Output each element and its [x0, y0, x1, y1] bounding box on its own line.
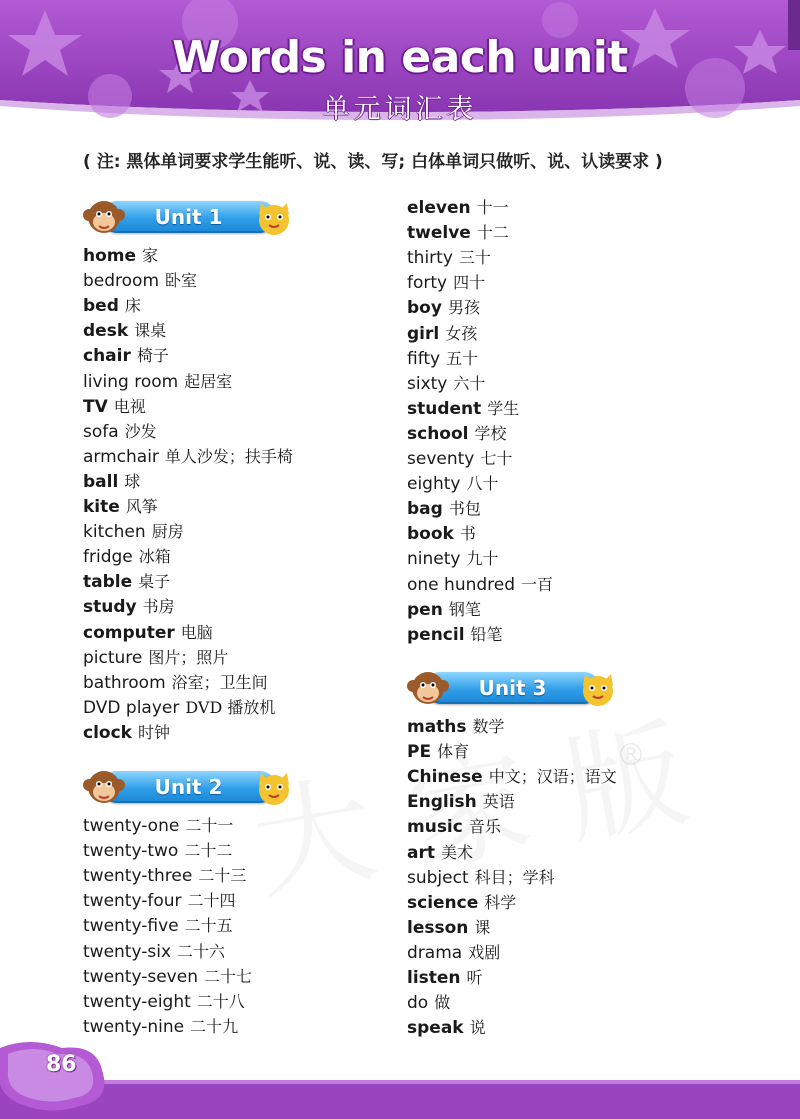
vocab-chinese: 七十	[480, 449, 513, 468]
vocab-chinese: 戏剧	[468, 942, 501, 962]
vocab-chinese: 四十	[453, 273, 486, 293]
vocab-chinese: 二十四	[187, 891, 236, 911]
monkey-icon	[407, 666, 449, 712]
vocab-item	[83, 916, 233, 936]
vocab-english: ninety	[407, 549, 461, 570]
vocab-item	[407, 223, 509, 243]
vocab-item	[83, 841, 232, 861]
vocab-english: DVD player	[83, 697, 180, 718]
vocab-chinese: 起居室	[184, 371, 233, 391]
vocab-item	[407, 893, 516, 913]
vocab-item	[407, 424, 507, 444]
vocab-item	[407, 767, 617, 787]
unit-2-label: Unit 2	[154, 775, 223, 799]
vocab-english: twenty-one	[83, 816, 180, 836]
cat-icon	[253, 195, 295, 241]
vocab-item	[407, 575, 553, 595]
vocab-chinese: 球	[124, 471, 141, 491]
vocab-chinese: 二十六	[177, 941, 226, 961]
vocab-item	[83, 372, 232, 392]
instruction-note: ( 注: 黑体单词要求学生能听、说、读、写; 白体单词只做听、说、认读要求 )	[83, 152, 663, 172]
monkey-icon	[83, 765, 125, 811]
vocab-english: thirty	[407, 248, 453, 269]
vocab-chinese: 九十	[466, 549, 499, 569]
vocab-english: armchair	[83, 446, 159, 467]
vocab-chinese: 三十	[458, 248, 491, 268]
vocab-english: twenty-nine	[83, 1016, 185, 1037]
vocab-item	[407, 298, 480, 318]
vocab-english: table	[83, 572, 133, 593]
vocab-english: listen	[407, 968, 461, 988]
vocab-english: maths	[407, 717, 467, 737]
vocab-item	[407, 524, 476, 544]
vocab-item	[83, 271, 197, 291]
vocab-item	[83, 673, 268, 693]
page-subtitle: 单元词汇表	[322, 94, 478, 125]
vocab-english: bag	[407, 499, 443, 520]
vocab-item	[407, 792, 515, 812]
vocab-item	[83, 891, 236, 911]
vocab-item	[407, 868, 555, 888]
vocab-item	[407, 248, 491, 268]
unit-3-header	[407, 666, 619, 712]
vocab-chinese: 说	[469, 1018, 486, 1038]
vocab-chinese: 电视	[113, 396, 146, 416]
vocab-chinese: 二十七	[203, 966, 252, 986]
vocab-item	[407, 549, 498, 569]
vocab-chinese: 铅笔	[470, 624, 503, 644]
vocab-item	[83, 346, 169, 366]
vocab-item	[407, 374, 485, 394]
vocab-chinese: 美术	[440, 842, 473, 862]
vocab-item	[407, 625, 503, 645]
vocab-item	[83, 572, 170, 592]
registered-mark: ®	[616, 738, 646, 773]
vocab-chinese: 书	[459, 524, 476, 544]
vocab-english: home	[83, 246, 137, 266]
vocab-chinese: 冰箱	[138, 547, 171, 567]
vocab-chinese: 二十一	[185, 816, 234, 835]
vocab-item	[407, 843, 473, 863]
vocab-item	[83, 597, 175, 617]
vocab-english: seventy	[407, 449, 475, 469]
vocab-chinese: 做	[434, 993, 451, 1013]
vocab-english: music	[407, 817, 463, 838]
vocab-item	[83, 522, 184, 542]
vocab-chinese: 五十	[446, 348, 479, 368]
vocab-english: ball	[83, 471, 119, 492]
vocab-chinese: 卧室	[165, 271, 198, 291]
vocab-english: pen	[407, 599, 443, 620]
vocab-item	[83, 422, 157, 442]
vocab-english: eighty	[407, 474, 461, 495]
vocab-english: sofa	[83, 421, 119, 442]
vocab-english: drama	[407, 942, 463, 963]
vocab-chinese: 男孩	[447, 298, 480, 318]
vocab-chinese: 电脑	[180, 622, 213, 642]
vocab-english: clock	[83, 722, 132, 743]
vocab-item	[407, 324, 477, 344]
vocab-chinese: 一百	[521, 574, 554, 594]
vocab-chinese: 时钟	[137, 722, 170, 742]
vocab-chinese: 书房	[142, 597, 175, 617]
vocab-english: TV	[83, 396, 108, 417]
vocab-item	[83, 397, 146, 417]
vocab-item	[83, 816, 233, 836]
monkey-icon	[83, 195, 125, 241]
vocab-item	[83, 246, 158, 266]
vocab-item	[83, 1017, 238, 1037]
vocab-chinese: DVD 播放机	[185, 697, 276, 717]
page-number: 86	[46, 1052, 77, 1077]
vocab-english: forty	[407, 273, 448, 294]
vocab-english: fifty	[407, 348, 441, 369]
cat-icon	[253, 765, 295, 811]
vocab-item	[83, 723, 170, 743]
vocab-chinese: 二十五	[184, 916, 233, 936]
vocab-chinese: 八十	[466, 474, 499, 494]
vocab-item	[407, 474, 499, 494]
vocab-chinese: 课桌	[134, 321, 167, 341]
vocab-item	[407, 968, 483, 988]
vocab-english: fridge	[83, 547, 133, 568]
vocab-chinese: 体育	[437, 742, 470, 762]
vocab-english: twelve	[407, 223, 471, 244]
vocab-item	[83, 648, 228, 668]
vocab-chinese: 二十九	[190, 1016, 239, 1036]
vocab-english: student	[407, 398, 482, 419]
vocab-item	[83, 942, 225, 962]
vocab-english: do	[407, 993, 429, 1014]
vocab-item	[83, 992, 245, 1012]
vocab-chinese: 听	[466, 968, 483, 987]
vocab-chinese: 钢笔	[448, 599, 481, 619]
vocab-english: twenty-six	[83, 941, 172, 962]
vocab-item	[83, 447, 293, 467]
page-title: Words in each unit	[172, 32, 628, 83]
vocab-english: book	[407, 524, 454, 545]
vocab-english: twenty-four	[83, 891, 182, 912]
footer-band	[0, 1040, 800, 1119]
vocab-english: kite	[83, 497, 120, 517]
vocab-english: twenty-seven	[83, 966, 198, 987]
vocab-english: pencil	[407, 624, 465, 645]
vocab-chinese: 桌子	[138, 572, 171, 592]
vocab-chinese: 六十	[453, 373, 486, 393]
vocab-english: subject	[407, 867, 469, 888]
vocab-chinese: 女孩	[445, 323, 478, 343]
vocab-item	[83, 296, 141, 316]
vocab-english: twenty-three	[83, 866, 193, 887]
vocab-english: picture	[83, 647, 143, 668]
vocab-english: kitchen	[83, 522, 146, 543]
vocab-item	[407, 499, 481, 519]
vocab-item	[407, 349, 478, 369]
vocab-chinese: 床	[124, 296, 141, 316]
vocab-chinese: 厨房	[151, 522, 184, 542]
vocab-chinese: 二十八	[196, 991, 245, 1011]
vocab-item	[407, 1018, 486, 1038]
vocab-item	[407, 273, 485, 293]
vocab-english: speak	[407, 1018, 464, 1039]
vocab-english: desk	[83, 321, 129, 342]
vocab-chinese: 风筝	[125, 497, 158, 516]
vocab-chinese: 科目；学科	[474, 867, 555, 887]
unit-2-header	[83, 765, 295, 811]
vocab-item	[83, 321, 166, 341]
vocab-chinese: 十二	[476, 223, 509, 243]
vocab-item	[83, 472, 140, 492]
vocab-item	[83, 866, 246, 886]
cat-icon	[577, 666, 619, 712]
vocab-item	[407, 817, 501, 837]
vocab-chinese: 椅子	[136, 346, 169, 366]
vocab-item	[407, 198, 509, 218]
vocab-chinese: 书包	[448, 499, 481, 519]
vocab-english: science	[407, 892, 479, 913]
vocab-chinese: 英语	[482, 792, 515, 812]
vocab-english: girl	[407, 323, 440, 344]
vocab-english: one hundred	[407, 574, 516, 595]
vocab-english: art	[407, 842, 435, 863]
vocab-item	[83, 967, 252, 987]
vocab-chinese: 学校	[474, 423, 507, 443]
vocab-item	[407, 943, 500, 963]
vocab-english: PE	[407, 742, 432, 763]
vocab-item	[83, 547, 171, 567]
vocab-chinese: 浴室；卫生间	[171, 672, 268, 692]
vocab-english: chair	[83, 346, 131, 367]
vocab-item	[407, 742, 469, 762]
vocab-english: twenty-five	[83, 916, 179, 937]
vocab-chinese: 二十三	[198, 866, 247, 886]
vocab-english: school	[407, 423, 469, 444]
vocab-chinese: 学生	[487, 398, 520, 418]
vocab-item	[407, 918, 490, 938]
vocab-english: bathroom	[83, 672, 166, 693]
vocab-english: Chinese	[407, 767, 483, 788]
vocab-item	[407, 399, 519, 419]
unit-1-label: Unit 1	[154, 205, 223, 229]
vocab-chinese: 单人沙发；扶手椅	[164, 446, 293, 466]
vocab-chinese: 音乐	[468, 817, 501, 837]
vocab-english: eleven	[407, 198, 471, 218]
vocab-english: living room	[83, 371, 179, 392]
vocab-item	[407, 600, 481, 620]
vocab-item	[83, 623, 213, 643]
vocab-english: twenty-two	[83, 841, 179, 862]
vocab-item	[407, 717, 505, 737]
vocab-chinese: 课	[474, 917, 491, 937]
unit-1-header	[83, 195, 295, 241]
vocab-chinese: 沙发	[124, 421, 157, 441]
vocab-english: bed	[83, 296, 119, 317]
vocab-english: computer	[83, 622, 175, 643]
vocab-english: lesson	[407, 917, 469, 938]
vocab-chinese: 十一	[476, 198, 509, 217]
unit-3-label: Unit 3	[478, 676, 547, 700]
vocab-english: boy	[407, 298, 442, 319]
vocab-item	[407, 993, 450, 1013]
vocab-chinese: 图片；照片	[148, 647, 229, 667]
vocab-chinese: 二十二	[184, 841, 233, 861]
vocab-chinese: 中文；汉语；语文	[488, 767, 617, 787]
vocab-item	[83, 497, 158, 517]
vocab-english: bedroom	[83, 271, 160, 292]
vocab-english: study	[83, 597, 137, 618]
vocab-chinese: 家	[142, 246, 159, 265]
vocab-chinese: 科学	[484, 892, 517, 912]
vocab-chinese: 数学	[472, 717, 505, 736]
vocab-english: sixty	[407, 373, 448, 394]
vocab-item	[407, 449, 512, 469]
vocab-english: twenty-eight	[83, 991, 191, 1012]
vocab-english: English	[407, 792, 477, 813]
vocab-item	[83, 698, 275, 718]
